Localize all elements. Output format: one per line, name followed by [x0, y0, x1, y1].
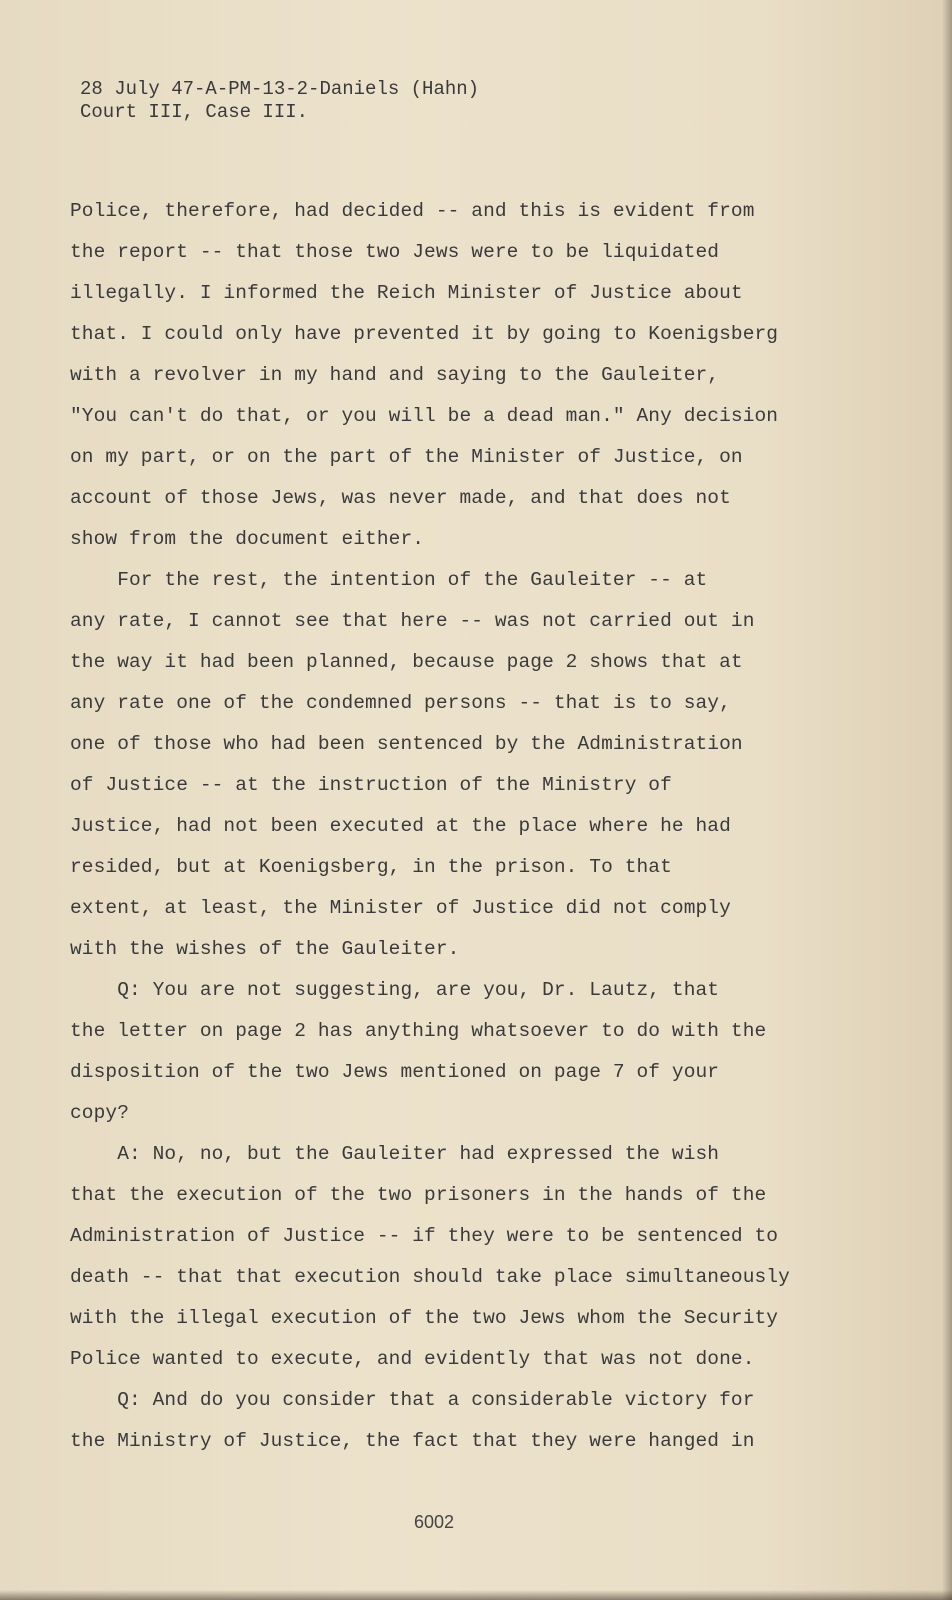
header-line-2: Court III, Case III. — [80, 101, 309, 123]
body-line: the way it had been planned, because page 2 shows that at — [70, 651, 743, 673]
page-edge-shadow — [942, 0, 952, 1600]
body-line: the report -- that those two Jews were to be liquidated — [70, 241, 720, 263]
body-line: extent, at least, the Minister of Justice did not comply — [70, 897, 731, 919]
body-line: the letter on page 2 has anything whatsoever to do with the — [70, 1020, 767, 1042]
page-number: 6002 — [414, 1512, 455, 1532]
body-line: the Ministry of Justice, the fact that they were hanged in — [70, 1430, 755, 1452]
body-line: with a revolver in my hand and saying to the Gauleiter, — [70, 364, 720, 386]
body-line: Police wanted to execute, and evidently that was not done. — [70, 1348, 755, 1370]
body-line: copy? — [70, 1102, 130, 1124]
header-line-1: 28 July 47-A-PM-13-2-Daniels (Hahn) — [80, 78, 480, 100]
page-bottom-shadow — [0, 1590, 952, 1600]
body-line: Justice, had not been executed at the place where he had — [70, 815, 731, 837]
body-line: that. I could only have prevented it by going to Koenigsberg — [70, 323, 779, 345]
body-line: one of those who had been sentenced by the Administration — [70, 733, 743, 755]
body-line: illegally. I informed the Reich Minister of Justice about — [70, 282, 743, 304]
body-line: any rate one of the condemned persons -- that is to say, — [70, 692, 731, 714]
body-line: with the illegal execution of the two Jews whom the Security — [70, 1307, 779, 1329]
body-line: A: No, no, but the Gauleiter had expressed the wish — [70, 1143, 720, 1165]
body-line: of Justice -- at the instruction of the Ministry of — [70, 774, 672, 796]
body-line: on my part, or on the part of the Minister of Justice, on — [70, 446, 743, 468]
body-line: "You can't do that, or you will be a dead man." Any decision — [70, 405, 779, 427]
body-line: disposition of the two Jews mentioned on page 7 of your — [70, 1061, 720, 1083]
body-line: Administration of Justice -- if they were to be sentenced to — [70, 1225, 779, 1247]
body-line: with the wishes of the Gauleiter. — [70, 938, 460, 960]
document-header — [80, 78, 479, 124]
body-line: resided, but at Koenigsberg, in the prison. To that — [70, 856, 672, 878]
body-line: Q: And do you consider that a considerable victory for — [70, 1389, 755, 1411]
body-line: Police, therefore, had decided -- and this is evident from — [70, 200, 755, 222]
body-line: any rate, I cannot see that here -- was not carried out in — [70, 610, 755, 632]
body-line: For the rest, the intention of the Gauleiter -- at — [70, 569, 708, 591]
body-line: account of those Jews, was never made, and that does not — [70, 487, 731, 509]
body-line: that the execution of the two prisoners in the hands of the — [70, 1184, 767, 1206]
body-line: death -- that that execution should take place simultaneously — [70, 1266, 790, 1288]
body-line: Q: You are not suggesting, are you, Dr. Lautz, that — [70, 979, 720, 1001]
body-line: show from the document either. — [70, 528, 425, 550]
